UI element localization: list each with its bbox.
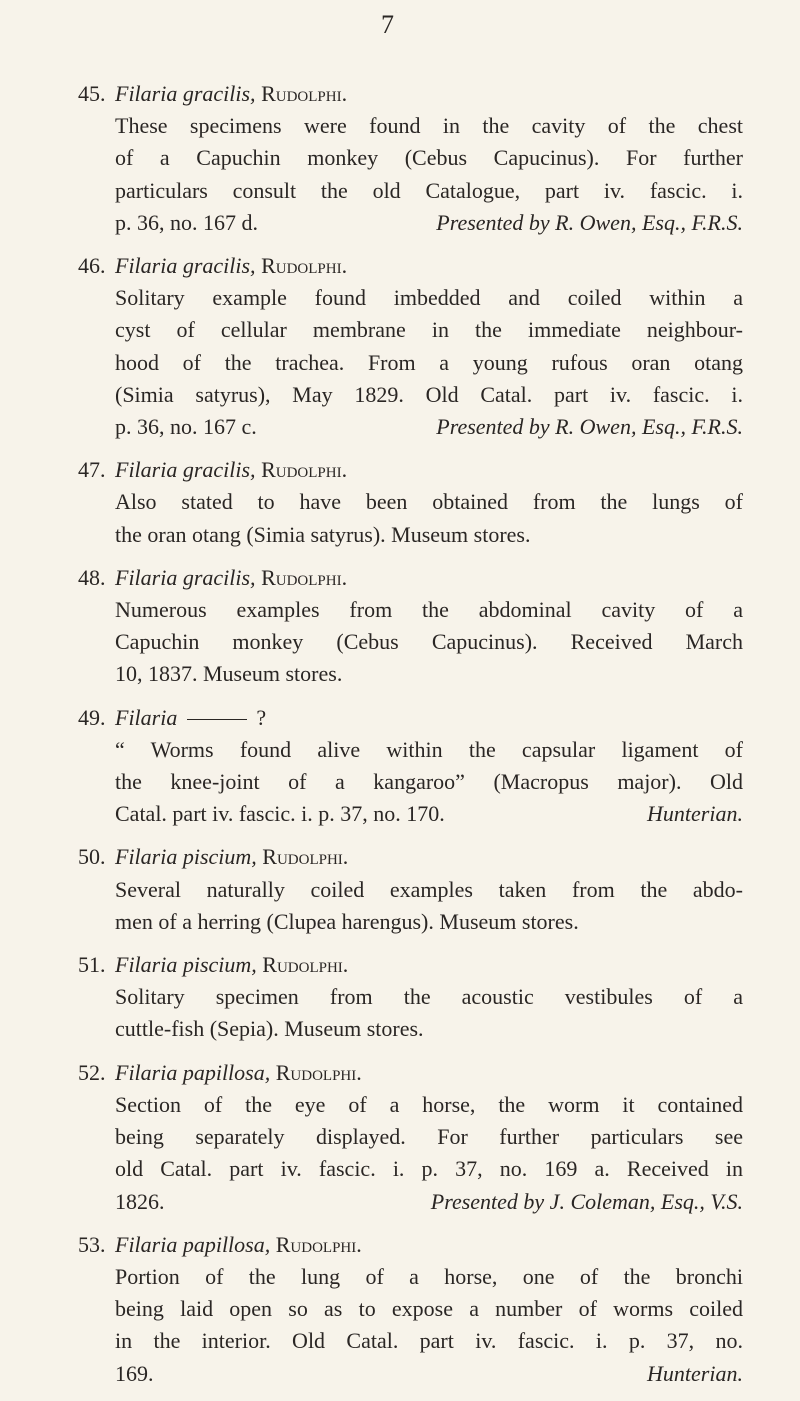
- species-author: Rudolphi.: [275, 1231, 362, 1257]
- description-line: p. 36, no. 167 d.: [115, 209, 258, 235]
- species-author: Rudolphi.: [261, 457, 348, 483]
- description-line: Several naturally coiled examples taken from the abdo-: [115, 876, 743, 902]
- entry-number: 47.: [78, 457, 106, 483]
- description-line: 169.: [115, 1360, 154, 1386]
- entry-heading: [78, 250, 743, 282]
- entry-description: [78, 981, 743, 1045]
- entry-heading: [78, 841, 743, 873]
- page-number: 7: [381, 10, 394, 39]
- entry-heading: [78, 1057, 743, 1089]
- species-name: Filaria gracilis,: [115, 81, 256, 106]
- species-name: Filaria gracilis,: [115, 457, 256, 483]
- entry-heading: [78, 562, 743, 594]
- entry-description: [78, 1089, 743, 1218]
- description-line: in the interior. Old Catal. part iv. fascic. i. p. 37, no.: [115, 1328, 743, 1354]
- description-line: 1826.: [115, 1188, 165, 1214]
- catalogue-entry: [78, 562, 743, 691]
- catalogue-entry: [78, 841, 743, 938]
- catalogue-entries: [78, 78, 743, 1401]
- description-line: These specimens were found in the cavity of the chest: [115, 113, 743, 139]
- entry-description: [78, 110, 743, 239]
- species-author: Rudolphi.: [275, 1059, 362, 1085]
- catalogue-entry: [78, 454, 743, 551]
- entry-heading: [78, 454, 743, 486]
- provenance: Presented by R. Owen, Esq., F.R.S.: [436, 209, 743, 235]
- species-author: Rudolphi.: [261, 564, 348, 590]
- species-name: Filaria: [115, 704, 178, 730]
- catalogue-entry: [78, 949, 743, 1046]
- description-line: being laid open so as to expose a number of worms coiled: [115, 1296, 743, 1322]
- description-line: being separately displayed. For further particulars see: [115, 1124, 743, 1150]
- description-line: men of a herring (Clupea harengus). Museum stores.: [115, 908, 579, 934]
- entry-description: [78, 282, 743, 443]
- entry-last-line: [115, 658, 743, 690]
- description-line: the oran otang (Simia satyrus). Museum stores.: [115, 521, 531, 547]
- description-line: cyst of cellular membrane in the immediate neighbour-: [115, 317, 743, 343]
- description-line: Solitary example found imbedded and coiled within a: [115, 285, 743, 311]
- catalogue-entry: [78, 1229, 743, 1390]
- species-author: Rudolphi.: [261, 253, 348, 279]
- description-line: Numerous examples from the abdominal cavity of a: [115, 597, 743, 623]
- dash-rule: [187, 719, 247, 720]
- entry-number: 50.: [78, 844, 106, 870]
- provenance: Hunterian.: [647, 1360, 743, 1386]
- entry-description: [78, 594, 743, 691]
- catalogue-entry: [78, 250, 743, 443]
- entry-last-line: [115, 411, 743, 443]
- catalogue-entry: [78, 702, 743, 831]
- entry-description: [78, 1261, 743, 1390]
- description-line: Capuchin monkey (Cebus Capucinus). Received March: [115, 629, 743, 655]
- species-author: Rudolphi.: [262, 952, 349, 978]
- species-name: Filaria piscium,: [115, 844, 257, 870]
- entry-description: [78, 734, 743, 831]
- description-line: “ Worms found alive within the capsular ligament of: [115, 736, 743, 762]
- entry-heading: [78, 78, 743, 110]
- entry-heading: [78, 1229, 743, 1261]
- species-name: Filaria papillosa,: [115, 1231, 271, 1257]
- description-line: 10, 1837. Museum stores.: [115, 661, 343, 687]
- description-line: hood of the trachea. From a young rufous oran otang: [115, 349, 743, 375]
- entry-last-line: [115, 519, 743, 551]
- catalogue-entry: [78, 1057, 743, 1218]
- entry-last-line: [115, 798, 743, 830]
- provenance: Presented by R. Owen, Esq., F.R.S.: [436, 414, 743, 440]
- entry-number: 48.: [78, 564, 106, 590]
- description-line: the knee-joint of a kangaroo” (Macropus major). Old: [115, 769, 743, 795]
- entry-number: 49.: [78, 704, 106, 730]
- entry-heading: [78, 949, 743, 981]
- entry-description: [78, 874, 743, 938]
- entry-number: 51.: [78, 952, 106, 978]
- description-line: (Simia satyrus), May 1829. Old Catal. part iv. fascic. i.: [115, 381, 743, 407]
- entry-number: 52.: [78, 1059, 106, 1085]
- species-name: Filaria papillosa,: [115, 1059, 271, 1085]
- description-line: old Catal. part iv. fascic. i. p. 37, no. 169 a. Received in: [115, 1156, 743, 1182]
- description-line: particulars consult the old Catalogue, part iv. fascic. i.: [115, 177, 743, 203]
- description-line: p. 36, no. 167 c.: [115, 414, 257, 440]
- species-author: Rudolphi.: [262, 844, 349, 870]
- description-line: Portion of the lung of a horse, one of the bronchi: [115, 1263, 743, 1289]
- entry-description: [78, 486, 743, 550]
- species-name: Filaria gracilis,: [115, 253, 256, 279]
- description-line: Also stated to have been obtained from the lungs of: [115, 489, 743, 515]
- entry-last-line: [115, 1358, 743, 1390]
- description-line: Catal. part iv. fascic. i. p. 37, no. 170.: [115, 801, 445, 827]
- entry-number: 45.: [78, 81, 106, 106]
- species-name: Filaria gracilis,: [115, 564, 256, 590]
- description-line: Section of the eye of a horse, the worm it contained: [115, 1091, 743, 1117]
- entry-number: 46.: [78, 253, 106, 279]
- provenance: Presented by J. Coleman, Esq., V.S.: [430, 1188, 743, 1214]
- catalogue-entry: [78, 78, 743, 239]
- entry-last-line: [115, 1186, 743, 1218]
- species-author: Rudolphi.: [261, 81, 348, 106]
- entry-last-line: [115, 1013, 743, 1045]
- entry-last-line: [115, 906, 743, 938]
- species-name: Filaria piscium,: [115, 952, 257, 978]
- species-author: ?: [256, 704, 267, 730]
- provenance: Hunterian.: [647, 801, 743, 827]
- description-line: cuttle-fish (Sepia). Museum stores.: [115, 1016, 424, 1042]
- entry-heading: [78, 702, 743, 734]
- entry-last-line: [115, 207, 743, 239]
- entry-number: 53.: [78, 1231, 106, 1257]
- description-line: of a Capuchin monkey (Cebus Capucinus). For further: [115, 145, 743, 171]
- description-line: Solitary specimen from the acoustic vestibules of a: [115, 984, 743, 1010]
